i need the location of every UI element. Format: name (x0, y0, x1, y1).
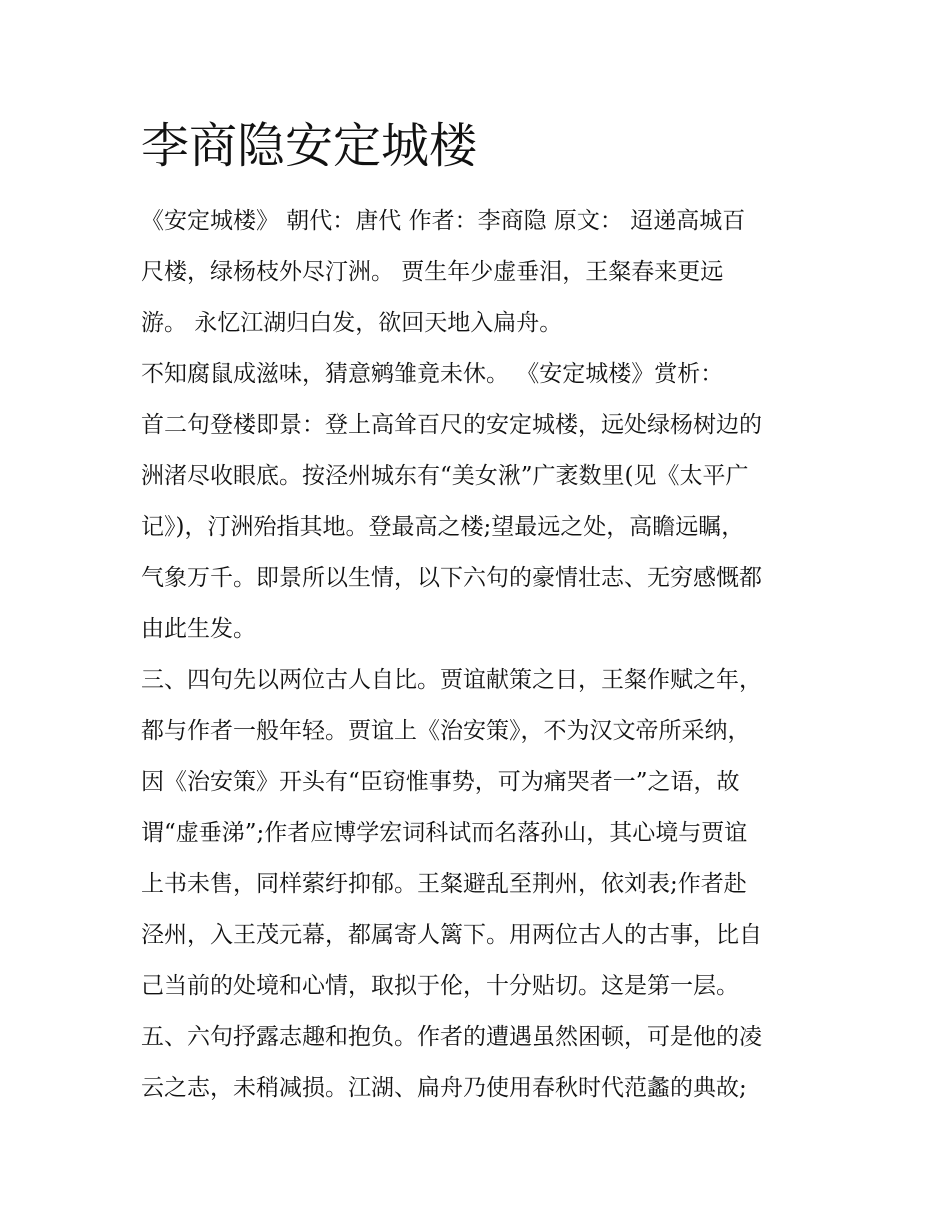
text-line: 《安定城楼》 朝代：唐代 作者：李商隐 原文： 迢递高城百 (141, 208, 746, 234)
text-line: 游。 永忆江湖归白发，欲回天地入扁舟。 (141, 310, 563, 336)
text-line: 由此生发。 (141, 616, 256, 642)
text-line: 云之志，未稍减损。江湖、扁舟乃使用春秋时代范蠡的典故; (141, 1075, 747, 1101)
text-line: 尺楼，绿杨枝外尽汀洲。 贾生年少虚垂泪，王粲春来更远 (141, 259, 724, 285)
text-line: 谓“虚垂涕”;作者应博学宏词科试而名落孙山，其心境与贾谊 (141, 820, 748, 846)
text-line: 三、四句先以两位古人自比。贾谊献策之日，王粲作赋之年， (141, 667, 762, 693)
text-line: 气象万千。即景所以生情，以下六句的豪情壮志、无穷感慨都 (141, 565, 762, 591)
text-line: 泾州，入王茂元幕，都属寄人篱下。用两位古人的古事，比自 (141, 922, 762, 948)
document-title: 李商隐安定城楼 (141, 118, 478, 174)
text-line: 洲渚尽收眼底。按泾州城东有“美女湫”广袤数里(见《太平广 (141, 463, 749, 489)
text-line: 不知腐鼠成滋味，猜意鹓雏竟未休。 《安定城楼》赏析： (141, 361, 724, 387)
text-line: 上书未售，同样萦纡抑郁。王粲避乱至荆州，依刘表;作者赴 (141, 871, 747, 897)
text-line: 首二句登楼即景：登上高耸百尺的安定城楼，远处绿杨树边的 (141, 412, 762, 438)
text-line: 因《治安策》开头有“臣窃惟事势，可为痛哭者一”之语，故 (141, 769, 740, 795)
text-line: 己当前的处境和心情，取拟于伦，十分贴切。这是第一层。 (141, 973, 739, 999)
text-line: 记》)，汀洲殆指其地。登最高之楼;望最远之处，高瞻远瞩， (141, 514, 745, 540)
text-line: 五、六句抒露志趣和抱负。作者的遭遇虽然困顿，可是他的凌 (141, 1024, 762, 1050)
text-line: 都与作者一般年轻。贾谊上《治安策》，不为汉文帝所采纳， (141, 718, 751, 744)
